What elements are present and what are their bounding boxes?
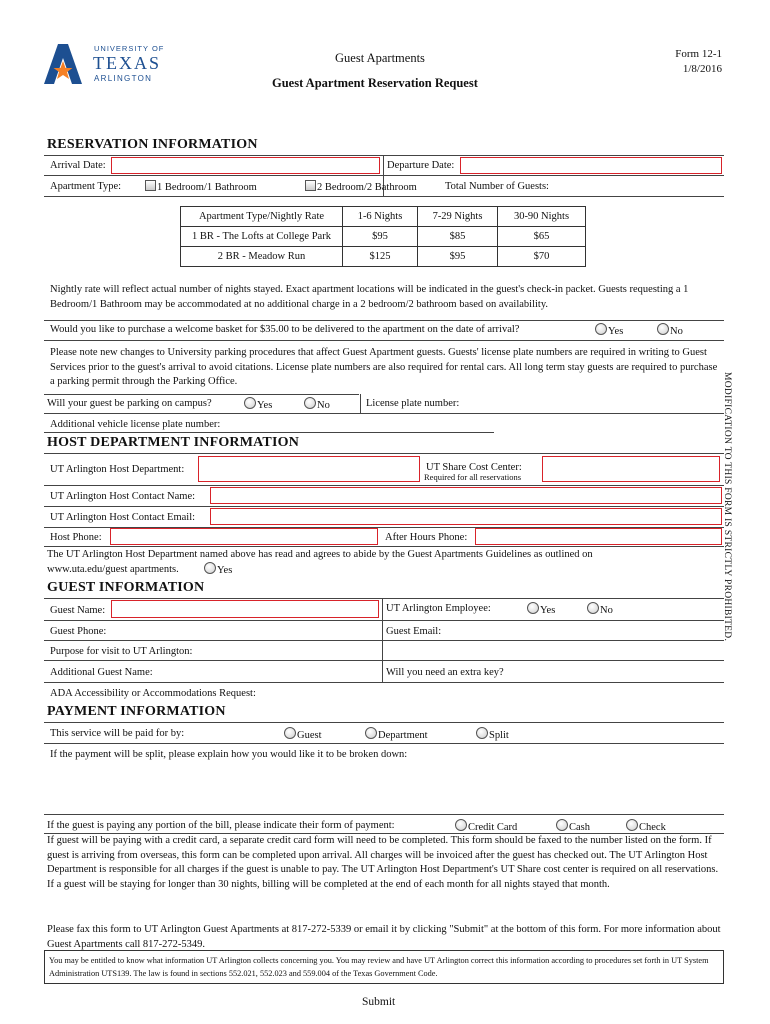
paid-by-department-label: Department: [378, 730, 428, 741]
checkbox-2br[interactable]: [305, 180, 316, 191]
host-phone-input[interactable]: [110, 528, 378, 545]
submit-button[interactable]: Submit: [362, 996, 396, 1008]
cost-center-label: UT Share Cost Center:: [426, 462, 522, 473]
rates-header-cell: Apartment Type/Nightly Rate: [181, 207, 343, 227]
radio-credit-card[interactable]: [455, 819, 467, 831]
agreement-line2: www.uta.edu/guest apartments.: [47, 564, 179, 575]
welcome-yes-option[interactable]: [595, 323, 623, 337]
welcome-yes-label: Yes: [608, 326, 624, 337]
employee-no-option[interactable]: [587, 602, 613, 616]
pay-cash-option[interactable]: [556, 819, 590, 833]
nightly-rate-note: Nightly rate will reflect actual number of nights stayed. Exact apartment locations will be indicated in the guest's check-in packet. Guests requesting a 1 Bedroom/1 Bathroom may be accommodated at no additional charge in a 2 bedroom/2 bathroom based on availability.: [50, 284, 689, 310]
apt-type-2br-label: 2 Bedroom/2 Bathroom: [317, 182, 417, 193]
radio-paid-split[interactable]: [476, 727, 488, 739]
rates-header-cell: 1-6 Nights: [343, 207, 418, 227]
guest-heading: GUEST INFORMATION: [47, 580, 205, 595]
license-plate-label: License plate number:: [366, 398, 460, 409]
rates-row: [181, 227, 586, 247]
uta-star-a-icon: [44, 44, 82, 84]
rates-cell: $70: [498, 247, 586, 267]
apt-type-1br-label: 1 Bedroom/1 Bathroom: [157, 182, 257, 193]
after-hours-phone-label: After Hours Phone:: [385, 532, 468, 543]
radio-welcome-no[interactable]: [657, 323, 669, 335]
radio-agreement-yes[interactable]: [204, 562, 216, 574]
apt-type-2br-option[interactable]: [305, 180, 417, 193]
rates-cell: $95: [418, 247, 498, 267]
total-guests-label: Total Number of Guests:: [445, 181, 549, 192]
reservation-heading: RESERVATION INFORMATION: [47, 137, 258, 152]
radio-check[interactable]: [626, 819, 638, 831]
host-heading: HOST DEPARTMENT INFORMATION: [47, 435, 300, 450]
parking-yes-option[interactable]: [244, 397, 272, 411]
guest-phone-label: Guest Phone:: [50, 626, 107, 637]
agreement-line1: The UT Arlington Host Department named above has read and agrees to abide by the Guest Apartments Guidelines as outlined on: [47, 549, 593, 560]
arrival-date-input[interactable]: [111, 157, 380, 174]
pay-credit-option[interactable]: [455, 819, 517, 833]
additional-plate-label: Additional vehicle license plate number:: [50, 419, 221, 430]
header-subtitle: Guest Apartment Reservation Request: [272, 76, 478, 90]
welcome-no-label: No: [670, 326, 683, 337]
parking-no-option[interactable]: [304, 397, 330, 411]
employee-no-label: No: [600, 605, 613, 616]
privacy-notice: You may be entitled to know what information UT Arlington collects concerning you. You may review and have UT Arlington correct this information according to procedures set forth in UT System Administration UTS139. The law is found in sections 552.021, 552.023 and 559.004 of the Texas Government Code.: [49, 956, 709, 978]
host-contact-name-input[interactable]: [210, 487, 722, 504]
pay-check-option[interactable]: [626, 819, 666, 833]
additional-guest-label: Additional Guest Name:: [50, 667, 153, 678]
agreement-yes-option[interactable]: [204, 562, 232, 576]
guest-email-label: Guest Email:: [386, 626, 442, 637]
guest-name-label: Guest Name:: [50, 605, 106, 616]
apt-type-1br-option[interactable]: [145, 180, 257, 193]
host-contact-email-label: UT Arlington Host Contact Email:: [50, 512, 196, 523]
rates-table: [180, 206, 586, 267]
checkbox-1br[interactable]: [145, 180, 156, 191]
host-department-input[interactable]: [198, 456, 420, 482]
paid-by-label: This service will be paid for by:: [50, 728, 185, 739]
parking-no-label: No: [317, 400, 330, 411]
ada-label: ADA Accessibility or Accommodations Request:: [50, 688, 256, 699]
extra-key-label: Will you need an extra key?: [386, 667, 504, 678]
paid-by-guest-option[interactable]: [284, 727, 322, 741]
pay-credit-label: Credit Card: [468, 822, 518, 833]
employee-yes-option[interactable]: [527, 602, 555, 616]
welcome-no-option[interactable]: [657, 323, 683, 337]
rates-row: [181, 247, 586, 267]
apartment-type-label: Apartment Type:: [50, 181, 122, 192]
form-number: Form 12-1: [675, 48, 722, 60]
guest-name-input[interactable]: [111, 600, 379, 618]
paid-by-guest-label: Guest: [297, 730, 322, 741]
radio-welcome-yes[interactable]: [595, 323, 607, 335]
payment-heading: PAYMENT INFORMATION: [47, 704, 226, 719]
cost-center-note: Required for all reservations: [424, 472, 522, 482]
split-explain-label: If the payment will be split, please explain how you would like it to be broken down:: [50, 749, 408, 760]
paid-by-department-option[interactable]: [365, 727, 428, 741]
host-phone-label: Host Phone:: [50, 532, 102, 543]
after-hours-phone-input[interactable]: [475, 528, 722, 545]
parking-note: Please note new changes to University parking procedures that affect Guest Apartment guests. Guests' license plate numbers are required in writing to Guest Services prior to the guest's arrival to avoid citations. License plate numbers are also required for rental cars. All long term stay guests are required to purchase a parking permit through the Parking Office.: [50, 347, 718, 387]
radio-paid-guest[interactable]: [284, 727, 296, 739]
host-contact-name-label: UT Arlington Host Contact Name:: [50, 491, 196, 502]
uta-logo: [44, 44, 164, 86]
radio-employee-yes[interactable]: [527, 602, 539, 614]
employee-label: UT Arlington Employee:: [386, 603, 491, 614]
logo-line1: UNIVERSITY OF: [94, 44, 165, 53]
radio-paid-department[interactable]: [365, 727, 377, 739]
host-department-label: UT Arlington Host Department:: [50, 464, 185, 475]
rates-header-row: [181, 207, 586, 227]
radio-parking-no[interactable]: [304, 397, 316, 409]
cost-center-input[interactable]: [542, 456, 720, 482]
rates-cell: 2 BR - Meadow Run: [181, 247, 343, 267]
fax-note: Please fax this form to UT Arlington Guest Apartments at 817-272-5339 or email it by clicking "Submit" at the bottom of this form. For more information about Guest Apartments call 817-272-5349.: [47, 924, 721, 950]
host-contact-email-input[interactable]: [210, 508, 722, 525]
rates-cell: $65: [498, 227, 586, 247]
header-title: Guest Apartments: [335, 51, 425, 65]
radio-employee-no[interactable]: [587, 602, 599, 614]
paid-by-split-option[interactable]: [476, 727, 509, 741]
rates-cell: $85: [418, 227, 498, 247]
employee-yes-label: Yes: [540, 605, 556, 616]
logo-line3: ARLINGTON: [94, 74, 153, 83]
rates-cell: 1 BR - The Lofts at College Park: [181, 227, 343, 247]
parking-yes-label: Yes: [257, 400, 273, 411]
payment-note: If guest will be paying with a credit card, a separate credit card form will need to be completed. This form should be faxed to the number listed on the form. If guest is arriving from overseas, this form can be completed upon arrival. All charges will be invoiced after the guest has checked out. The UT Arlington Host Department is responsible for all charges if the guest is unable to pay. The UT Arlington Host Department's UT Share cost center is required on all reservations. If a guest will be staying for longer than 30 nights, billing will be completed at the end of each month for all nights stayed that month.: [47, 835, 719, 890]
rates-header-cell: 30-90 Nights: [498, 207, 586, 227]
rates-cell: $125: [343, 247, 418, 267]
welcome-basket-question: Would you like to purchase a welcome basket for $35.00 to be delivered to the apartment on the date of arrival?: [50, 324, 520, 335]
parking-question: Will your guest be parking on campus?: [47, 398, 212, 409]
pay-check-label: Check: [639, 822, 666, 833]
radio-cash[interactable]: [556, 819, 568, 831]
side-notice-wrapper: [720, 372, 732, 647]
arrival-date-label: Arrival Date:: [50, 160, 106, 171]
logo-line2: TEXAS: [93, 53, 161, 73]
departure-date-label: Departure Date:: [387, 160, 455, 171]
form-date: 1/8/2016: [682, 63, 722, 75]
payment-form-label: If the guest is paying any portion of the bill, please indicate their form of payment:: [47, 820, 395, 831]
side-notice: MODIFICATION TO THIS FORM IS STRICTLY PROHIBITED.: [722, 372, 732, 642]
rates-cell: $95: [343, 227, 418, 247]
departure-date-input[interactable]: [460, 157, 722, 174]
purpose-label: Purpose for visit to UT Arlington:: [50, 646, 193, 657]
paid-by-split-label: Split: [489, 730, 509, 741]
privacy-notice-box: [44, 950, 724, 984]
agreement-yes-label: Yes: [217, 565, 233, 576]
rates-header-cell: 7-29 Nights: [418, 207, 498, 227]
pay-cash-label: Cash: [569, 822, 590, 833]
radio-parking-yes[interactable]: [244, 397, 256, 409]
